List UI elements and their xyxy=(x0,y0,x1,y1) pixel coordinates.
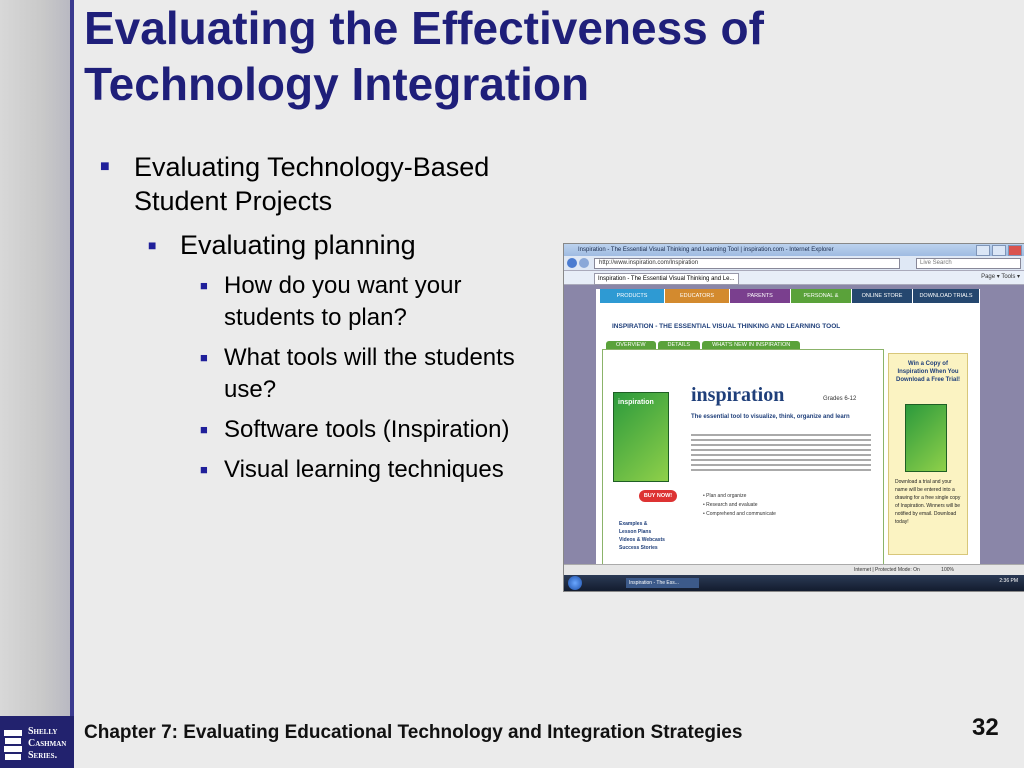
series-logo xyxy=(0,716,74,768)
bullet-text: Software tools (Inspiration) xyxy=(224,416,510,443)
feature-item: • Research and evaluate xyxy=(703,502,758,508)
bullet-level3 xyxy=(96,342,536,406)
nav-parents: PARENTS xyxy=(730,289,790,303)
status-bar xyxy=(564,564,1024,575)
overview-panel xyxy=(602,349,884,571)
product-box-label: inspiration xyxy=(618,399,654,406)
feature-item: • Plan and organize xyxy=(703,493,747,499)
search-field: Live Search xyxy=(916,258,1021,269)
bullet-text: Evaluating planning xyxy=(180,230,416,260)
minimize-icon xyxy=(976,245,990,256)
window-title: Inspiration - The Essential Visual Thinking and Learning Tool | inspiration.com - Internet Explorer xyxy=(578,247,834,253)
browser-tab: Inspiration - The Essential Visual Thinking and Le... xyxy=(594,273,739,285)
site-nav xyxy=(600,289,980,313)
bullet-level1 xyxy=(96,150,536,218)
zoom-level: 100% xyxy=(941,567,954,573)
back-icon xyxy=(567,258,577,268)
nav-educators: EDUCATORS xyxy=(665,289,729,303)
address-bar-row xyxy=(564,256,1024,271)
product-logo: inspiration xyxy=(691,384,785,406)
logo-line-3: Series. xyxy=(28,750,58,761)
maximize-icon xyxy=(992,245,1006,256)
slide-footer: Chapter 7: Evaluating Educational Technology and Integration Strategies xyxy=(84,722,743,743)
buy-now-button: BUY NOW! xyxy=(639,490,677,502)
side-links xyxy=(619,520,665,552)
tab-whats-new: WHAT'S NEW IN INSPIRATION xyxy=(702,341,800,349)
bullet-list xyxy=(96,150,536,494)
web-page-area xyxy=(564,285,1024,575)
bullet-square-icon: ■ xyxy=(148,237,157,253)
link-item: Lesson Plans xyxy=(619,529,652,535)
bullet-square-icon: ■ xyxy=(200,350,208,365)
bullet-text: Evaluating Technology-Based Student Projects xyxy=(134,152,490,216)
web-page xyxy=(596,289,980,579)
bullet-level3 xyxy=(96,270,536,334)
bullet-square-icon: ■ xyxy=(200,278,208,293)
bullet-level2 xyxy=(96,228,536,262)
clock: 2:36 PM xyxy=(999,578,1018,584)
bullet-square-icon: ■ xyxy=(200,462,208,477)
title-line-2: Technology Integration xyxy=(84,58,590,110)
bullet-text: How do you want your students to plan? xyxy=(224,272,462,331)
description-text xyxy=(691,434,871,486)
bullet-square-icon: ■ xyxy=(200,422,208,437)
logo-line-2: Cashman xyxy=(28,738,67,749)
promo-title: Win a Copy of Inspiration When You Download a Free Trial! xyxy=(895,361,960,383)
title-line-1: Evaluating the Effectiveness of xyxy=(84,2,764,54)
tab-details: DETAILS xyxy=(658,341,701,349)
forward-icon xyxy=(579,258,589,268)
close-icon xyxy=(1008,245,1022,256)
feature-item: • Comprehend and communicate xyxy=(703,511,776,517)
link-item: Examples & xyxy=(619,521,648,527)
slide-title xyxy=(84,0,984,112)
nav-products: PRODUCTS xyxy=(600,289,664,303)
page-heading: INSPIRATION - THE ESSENTIAL VISUAL THINKING AND LEARNING TOOL xyxy=(612,323,841,330)
page-number: 32 xyxy=(972,714,999,741)
nav-trials: DOWNLOAD TRIALS xyxy=(913,289,979,303)
start-icon xyxy=(568,576,582,590)
address-field: http://www.inspiration.com/Inspiration xyxy=(594,258,900,269)
promo-text: Download a trial and your name will be entered into a drawing for a free single copy of Inspiration. Winners will be notified by email. Download today! xyxy=(895,479,961,525)
grades-label: Grades 6-12 xyxy=(823,396,857,402)
tab-overview: OVERVIEW xyxy=(606,341,656,349)
bullet-text: Visual learning techniques xyxy=(224,456,504,483)
bullet-text: What tools will the students use? xyxy=(224,344,515,403)
books-icon xyxy=(3,728,23,762)
tab-row xyxy=(564,271,1024,285)
product-box-image xyxy=(613,392,669,482)
embedded-browser-screenshot xyxy=(563,243,1024,592)
nav-personal: PERSONAL & BUSINESS USE xyxy=(791,289,851,303)
page-tabs xyxy=(606,341,802,349)
bullet-level3 xyxy=(96,414,536,446)
logo-line-1: Shelly xyxy=(28,726,58,737)
left-sidebar xyxy=(0,0,70,768)
nav-store: ONLINE STORE xyxy=(852,289,912,303)
window-titlebar xyxy=(564,244,1024,256)
feature-list xyxy=(703,492,776,519)
tagline: The essential tool to visualize, think, organize and learn xyxy=(691,414,850,420)
link-item: Success Stories xyxy=(619,545,658,551)
taskbar-item: Inspiration - The Ess... xyxy=(626,578,699,588)
bullet-level3 xyxy=(96,454,536,486)
status-text: Internet | Protected Mode: On xyxy=(854,567,920,573)
promo-product-image xyxy=(905,404,947,472)
command-bar: Page ▾ Tools ▾ xyxy=(981,274,1020,280)
bullet-square-icon: ■ xyxy=(100,158,110,175)
link-item: Videos & Webcasts xyxy=(619,537,665,543)
taskbar xyxy=(564,575,1024,591)
promo-panel xyxy=(888,353,968,555)
